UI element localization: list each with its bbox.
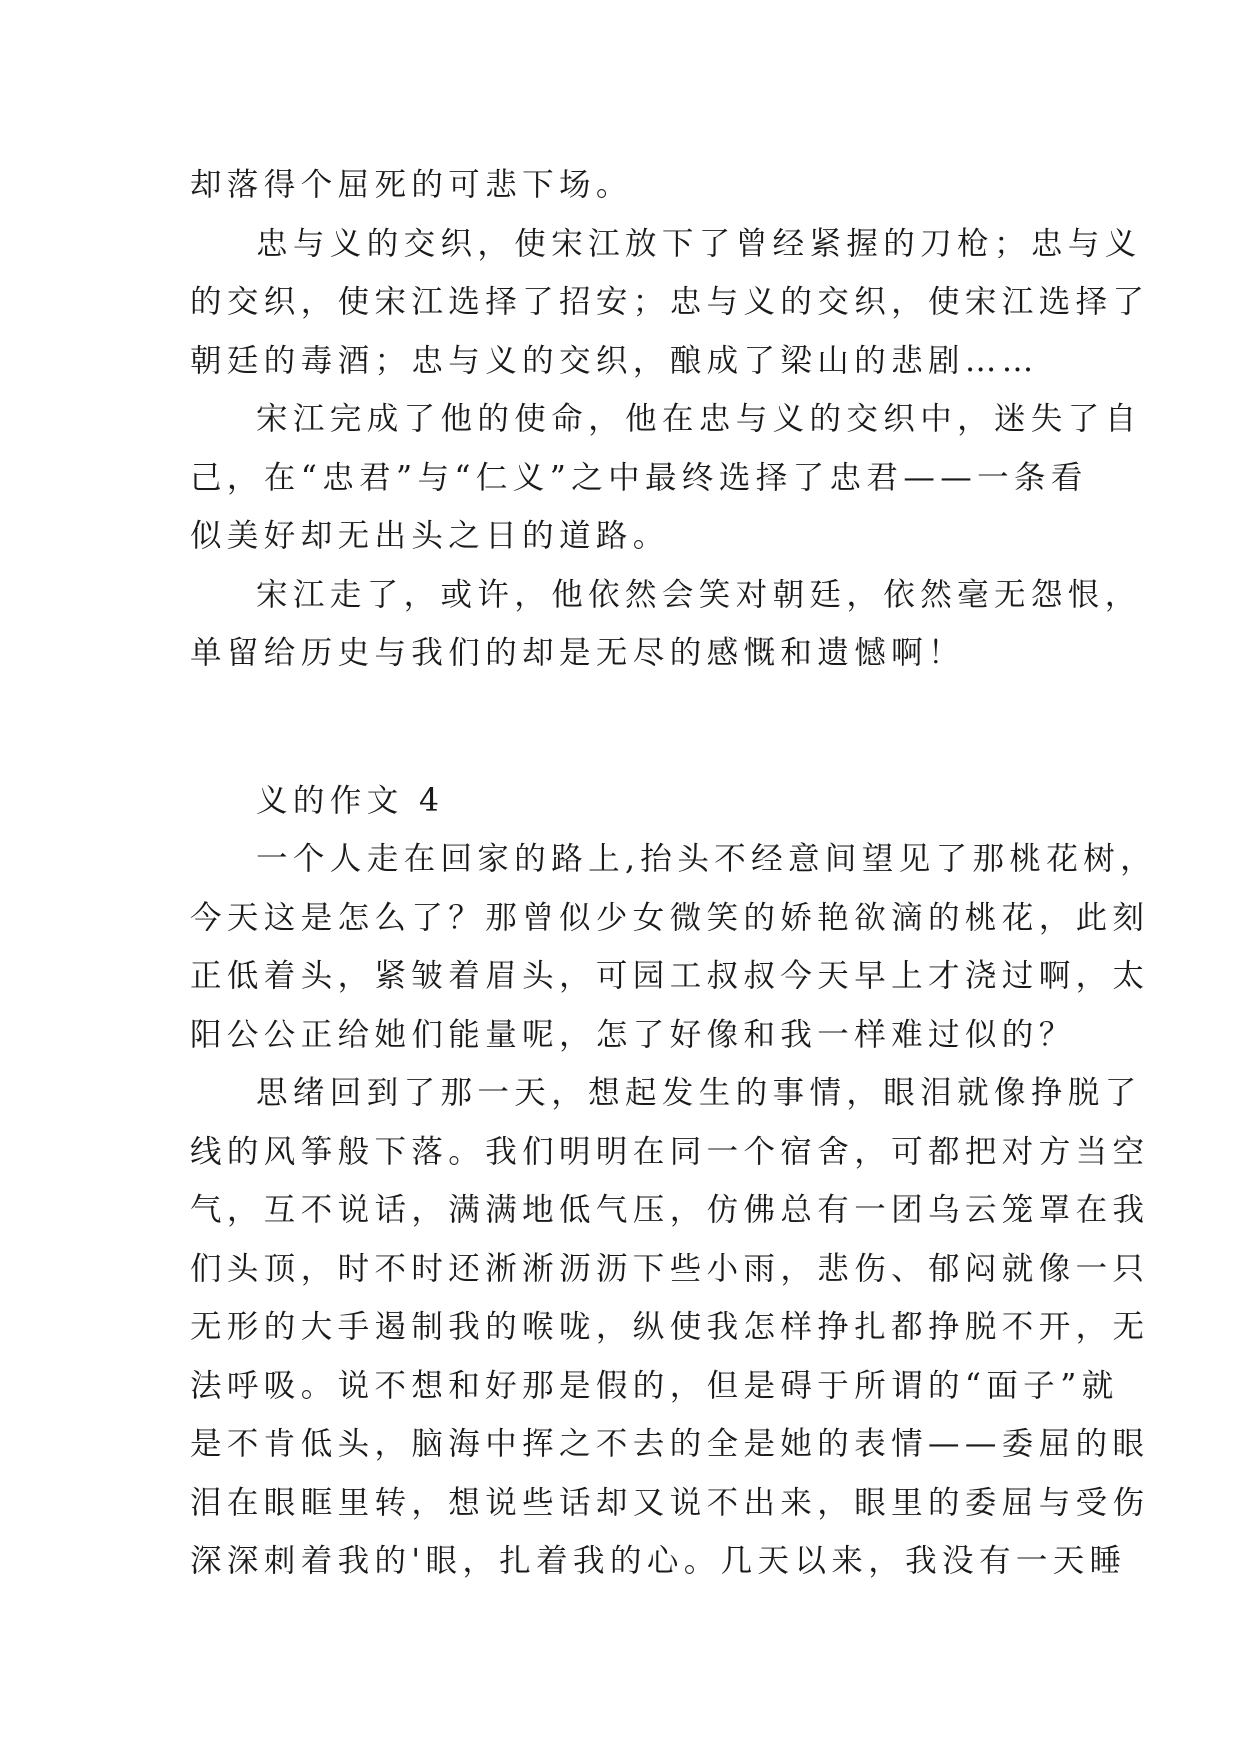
text-line: 正低着头，紧皱着眉头，可园工叔叔今天早上才浇过啊，太 bbox=[190, 958, 1150, 994]
document-body bbox=[190, 156, 1158, 1591]
paragraph bbox=[190, 215, 1150, 391]
text-line: 朝廷的毒酒；忠与义的交织，酿成了梁山的悲剧…… bbox=[190, 342, 1039, 379]
text-line: 却落得个屈死的可悲下场。 bbox=[190, 167, 633, 203]
text-line: 深深刺着我的'眼，扎着我的心。几天以来，我没有一天睡 bbox=[190, 1543, 1127, 1579]
section-title: 义的作文 4 bbox=[256, 782, 445, 819]
text-line: 似美好却无出头之日的道路。 bbox=[190, 518, 670, 554]
text-line: 宋江完成了他的使命，他在忠与义的交织中，迷失了自 bbox=[256, 401, 1142, 437]
text-line: 单留给历史与我们的却是无尽的感慨和遗憾啊！ bbox=[190, 635, 965, 671]
text-line: 们头顶，时不时还淅淅沥沥下些小雨，悲伤、郁闷就像一只 bbox=[190, 1250, 1150, 1287]
text-line: 阳公公正给她们能量呢，怎了好像和我一样难过似的？ bbox=[190, 1016, 1076, 1053]
paragraph bbox=[190, 566, 1142, 683]
text-line: 泪在眼眶里转，想说些话却又说不出来，眼里的委屈与受伤 bbox=[190, 1484, 1150, 1521]
text-line: 法呼吸。说不想和好那是假的，但是碍于所谓的“面子”就 bbox=[190, 1367, 1119, 1404]
text-line: 忠与义的交织，使宋江放下了曾经紧握的刀枪；忠与义 bbox=[256, 225, 1142, 262]
paragraph bbox=[190, 390, 1142, 566]
text-line: 宋江走了，或许，他依然会笑对朝廷，依然毫无怨恨， bbox=[256, 576, 1142, 613]
section-spacer bbox=[190, 683, 1060, 772]
text-line: 的交织，使宋江选择了招安；忠与义的交织，使宋江选择了 bbox=[190, 284, 1150, 320]
text-line: 今天这是怎么了？那曾似少女微笑的娇艳欲滴的桃花，此刻 bbox=[190, 899, 1150, 936]
text-line: 一个人走在回家的路上,抬头不经意间望见了那桃花树， bbox=[256, 841, 1158, 877]
text-line: 思绪回到了那一天，想起发生的事情，眼泪就像挣脱了 bbox=[256, 1075, 1142, 1111]
text-line: 是不肯低头，脑海中挥之不去的全是她的表情——委屈的眼 bbox=[190, 1426, 1150, 1462]
paragraph bbox=[190, 1064, 1150, 1591]
text-line: 线的风筝般下落。我们明明在同一个宿舍，可都把对方当空 bbox=[190, 1133, 1150, 1170]
paragraph bbox=[190, 156, 1060, 215]
paragraph bbox=[190, 830, 1158, 1064]
text-line: 气，互不说话，满满地低气压，仿佛总有一团乌云笼罩在我 bbox=[190, 1192, 1150, 1228]
text-line: 己，在“忠君”与“仁义”之中最终选择了忠君——一条看 bbox=[190, 459, 1088, 496]
text-line: 无形的大手遏制我的喉咙，纵使我怎样挣扎都挣脱不开，无 bbox=[190, 1309, 1150, 1345]
